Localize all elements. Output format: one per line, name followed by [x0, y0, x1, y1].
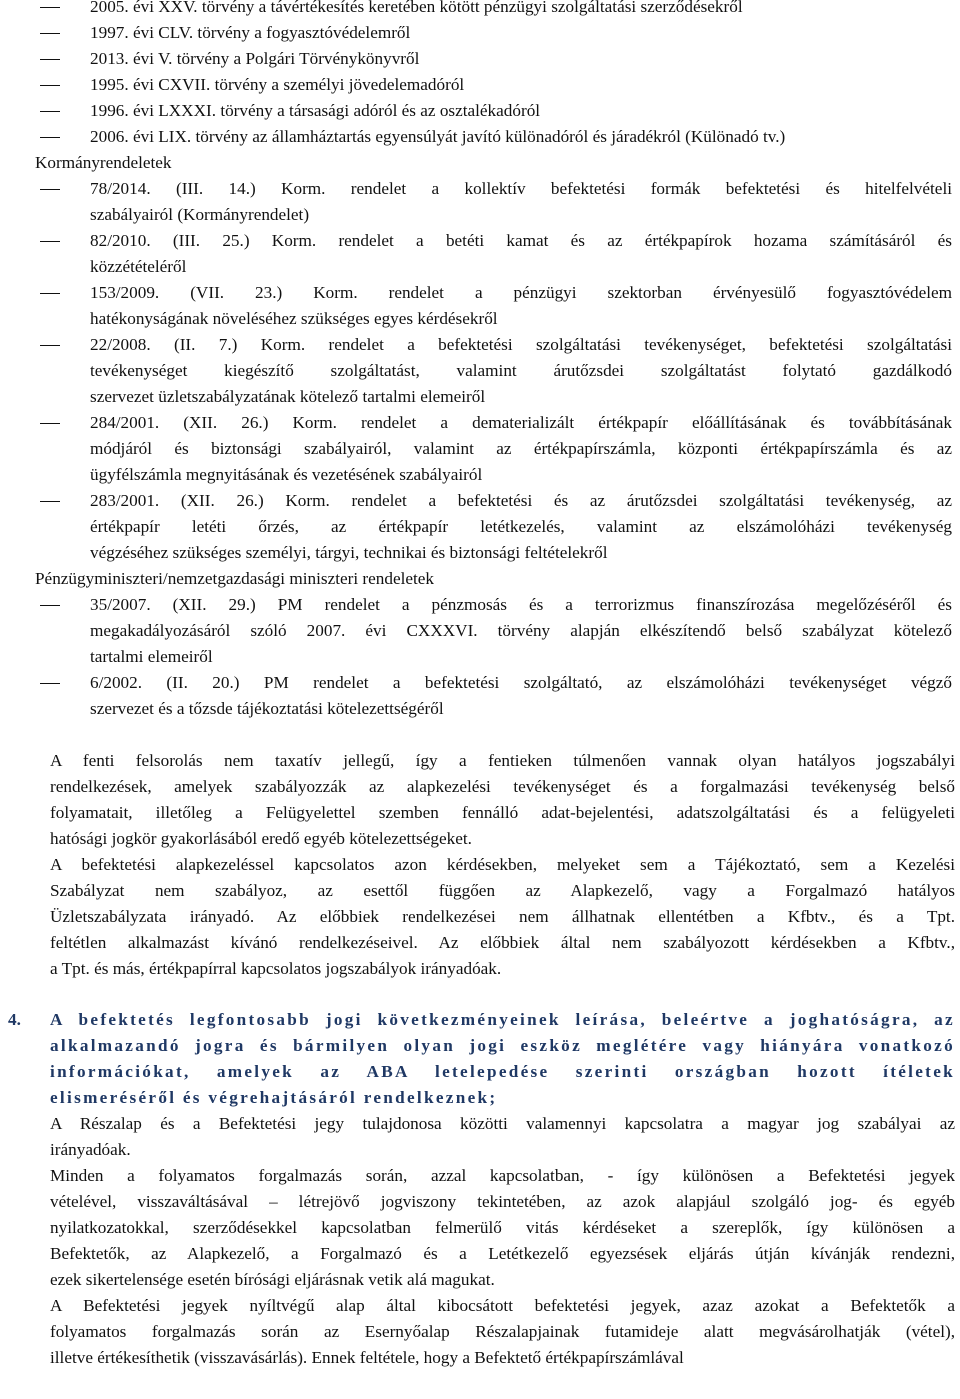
paragraph-5-text: illetve értékesíthetik (visszavásárlás). Ennek feltétele, hogy a Befektető értékpapírszámlával [50, 1348, 684, 1367]
gov-decree-text: szabályairól (Kormányrendelet) [90, 205, 310, 224]
paragraph-2-text: feltétlen alkalmazást kívánó rendelkezéseivel. Az előbbiek által nem szabályozott kérdésekben a Kfbtv., [50, 933, 955, 952]
gov-decree-line [0, 280, 960, 306]
gov-decree-text: 78/2014. (III. 14.) Korm. rendelet a kollektív befektetési formák befektetési és hitelfelvételi [90, 179, 952, 198]
list-dash-icon [40, 423, 60, 424]
gov-decree-line [0, 254, 960, 280]
gov-decrees-heading: Kormányrendeletek [35, 153, 172, 172]
law-item-text: 2013. évi V. törvény a Polgári Törvénykönyvről [90, 49, 420, 68]
ministerial-decree-line [0, 592, 960, 618]
paragraph-3-line [0, 1111, 960, 1137]
list-dash-icon [40, 501, 60, 502]
law-item-line [0, 98, 960, 124]
gov-decree-line [0, 540, 960, 566]
gov-heading-line [0, 150, 960, 176]
section-heading-line [0, 1007, 960, 1033]
paragraph-1-line [0, 774, 960, 800]
list-dash-icon [40, 7, 60, 8]
law-item-text: 2006. évi LIX. törvény az államháztartás egyensúlyát javító különadóról és járadékról (Különadó tv.) [90, 127, 786, 146]
gov-decree-text: 82/2010. (III. 25.) Korm. rendelet a betéti kamat és az értékpapírok hozama számításáról és [90, 231, 952, 250]
gov-decree-text: 153/2009. (VII. 23.) Korm. rendelet a pénzügyi szektorban érvényesülő fogyasztóvédelem [90, 283, 952, 302]
gov-decree-line [0, 436, 960, 462]
ministerial-decree-line [0, 696, 960, 722]
section-heading-text: alkalmazandó jogra és bármilyen olyan jogi eszköz meglétére vagy hiányára vonatkozó [50, 1036, 955, 1055]
gov-decree-line [0, 228, 960, 254]
paragraph-4-line [0, 1189, 960, 1215]
paragraph-3-text: A Részalap és a Befektetési jegy tulajdonosa közötti valamennyi kapcsolatra a magyar jog szabályai az [50, 1114, 955, 1133]
gov-decree-line [0, 332, 960, 358]
paragraph-5-text: A Befektetési jegyek nyíltvégű alap által kibocsátott befektetési jegyek, azaz azokat a Befektetők a [50, 1296, 955, 1315]
section-heading-line [0, 1085, 960, 1111]
section-heading-text: információkat, amelyek az ABA letelepedése szerinti országban hozott ítéletek [50, 1062, 955, 1081]
law-item-line [0, 46, 960, 72]
list-dash-icon [40, 605, 60, 606]
paragraph-3-line [0, 1137, 960, 1163]
gov-decree-text: tevékenységet kiegészítő szolgáltatást, valamint árutőzsdei szolgáltatást folytató gazdálkodó [90, 361, 952, 380]
gov-decree-line [0, 384, 960, 410]
law-item-line [0, 124, 960, 150]
gov-decree-line [0, 462, 960, 488]
ministerial-decree-line [0, 644, 960, 670]
paragraph-4-line [0, 1163, 960, 1189]
paragraph-2-text: A befektetési alapkezeléssel kapcsolatos azon kérdésekben, melyeket sem a Tájékoztató, sem a Kezelési [50, 855, 955, 874]
paragraph-2-line [0, 904, 960, 930]
gov-decree-text: 284/2001. (XII. 26.) Korm. rendelet a dematerializált értékpapír előállításának és továbbításának [90, 413, 952, 432]
section-heading-line [0, 1059, 960, 1085]
gov-decree-text: szervezet üzletszabályzatának kötelező tartalmi elemeiről [90, 387, 486, 406]
paragraph-4-text: Befektetők, az Alapkezelő, a Forgalmazó és a Letétkezelő egyezsések eljárás útján kívánják rendezni, [50, 1244, 955, 1263]
paragraph-5-line [0, 1345, 960, 1371]
paragraph-4-text: Minden a folyamatos forgalmazás során, azzal kapcsolatban, - így különösen a Befektetési jegyek [50, 1166, 955, 1185]
paragraph-2-line [0, 878, 960, 904]
gov-decree-line [0, 202, 960, 228]
ministerial-decree-text: 6/2002. (II. 20.) PM rendelet a befektetési szolgáltató, az elszámolóházi tevékenységet végző [90, 673, 952, 692]
paragraph-3-text: irányadóak. [50, 1140, 131, 1159]
gov-decree-text: módjáról és biztonsági szabályairól, valamint az értékpapírszámla, központi értékpapírszámla és az [90, 439, 952, 458]
ministerial-decree-text: szervezet és a tőzsde tájékoztatási kötelezettségéről [90, 699, 444, 718]
gov-decree-line [0, 514, 960, 540]
law-item-line [0, 20, 960, 46]
list-dash-icon [40, 189, 60, 190]
gov-decree-line [0, 306, 960, 332]
gov-decree-text: hatékonyságának növeléséhez szükséges egyes kérdésekről [90, 309, 498, 328]
paragraph-4-line [0, 1267, 960, 1293]
law-item-text: 1997. évi CLV. törvény a fogyasztóvédelemről [90, 23, 411, 42]
section-number: 4. [8, 1010, 21, 1029]
ministerial-decree-line [0, 618, 960, 644]
list-dash-icon [40, 683, 60, 684]
gov-decree-text: ügyfélszámla megnyitásának és vezetésének szabályairól [90, 465, 483, 484]
paragraph-1-text: A fenti felsorolás nem taxatív jellegű, így a fentieken túlmenően vannak olyan hatályos jogszabályi [50, 751, 955, 770]
paragraph-1-line [0, 800, 960, 826]
list-dash-icon [40, 111, 60, 112]
ministerial-decree-text: 35/2007. (XII. 29.) PM rendelet a pénzmosás és a terrorizmus finanszírozása megelőzéséről és [90, 595, 952, 614]
paragraph-1-line [0, 748, 960, 774]
list-dash-icon [40, 59, 60, 60]
ministerial-decree-text: megakadályozásáról szóló 2007. évi CXXXVI. törvény alapján elkészítendő belső szabályzat kötelező [90, 621, 952, 640]
ministerial-decree-text: tartalmi elemeiről [90, 647, 213, 666]
paragraph-4-text: vételével, visszaváltásával – létrejövő jogviszony tekintetében, az azok alapjául szolgáló jog- és egyéb [50, 1192, 955, 1211]
list-dash-icon [40, 85, 60, 86]
min-heading-line [0, 566, 960, 592]
list-dash-icon [40, 293, 60, 294]
gov-decree-text: végzéséhez szükséges személyi, tárgyi, technikai és biztonsági feltételekről [90, 543, 608, 562]
law-item-line [0, 72, 960, 98]
paragraph-2-text: a Tpt. és más, értékpapírral kapcsolatos jogszabályok irányadóak. [50, 959, 502, 978]
paragraph-5-line [0, 1293, 960, 1319]
paragraph-1-text: folyamatait, illetőleg a Felügyelettel szemben fennálló adat-bejelentési, adatszolgáltatási és a felügyeleti [50, 803, 955, 822]
paragraph-4-line [0, 1215, 960, 1241]
list-dash-icon [40, 137, 60, 138]
law-item-text: 1996. évi LXXXI. törvény a társasági adóról és az osztalékadóról [90, 101, 541, 120]
paragraph-1-text: rendelkezések, amelyek szabályozzák az alapkezelési tevékenységet és a forgalmazási tevékenység belső [50, 777, 955, 796]
law-item-line [0, 0, 960, 20]
paragraph-4-text: nyilatkozatokkal, szerződésekkel kapcsolatban felmerülő vitás kérdéseket a szereplők, így különösen a [50, 1218, 955, 1237]
paragraph-2-line [0, 930, 960, 956]
gov-decree-line [0, 358, 960, 384]
paragraph-4-line [0, 1241, 960, 1267]
paragraph-1-line [0, 826, 960, 852]
gov-decree-line [0, 176, 960, 202]
gov-decree-text: 283/2001. (XII. 26.) Korm. rendelet a befektetési és az árutőzsdei szolgáltatási tevékenység, az [90, 491, 952, 510]
section-heading-line [0, 1033, 960, 1059]
paragraph-2-text: Szabályzat nem szabályoz, az esettől függően az Alapkezelő, vagy a Forgalmazó hatályos [50, 881, 955, 900]
law-item-text: 1995. évi CXVII. törvény a személyi jövedelemadóról [90, 75, 465, 94]
list-dash-icon [40, 33, 60, 34]
paragraph-4-text: ezek sikertelensége esetén bírósági eljárásnak vetik alá magukat. [50, 1270, 495, 1289]
paragraph-5-text: folyamatos forgalmazás során az Esernyőalap Részalapjainak futamideje alatt megvásárolhatják (vétel), [50, 1322, 955, 1341]
paragraph-2-line [0, 852, 960, 878]
section-heading-text: A befektetés legfontosabb jogi következményeinek leírása, beleértve a joghatóságra, az [50, 1010, 955, 1029]
gov-decree-text: értékpapír letéti őrzés, az értékpapír letétkezelés, valamint az elszámolóházi tevékenység [90, 517, 952, 536]
ministerial-decree-line [0, 670, 960, 696]
list-dash-icon [40, 241, 60, 242]
gov-decree-text: közzétételéről [90, 257, 187, 276]
paragraph-1-text: hatósági jogkör gyakorlásából eredő egyéb kötelezettségeket. [50, 829, 472, 848]
list-dash-icon [40, 345, 60, 346]
paragraph-2-text: Üzletszabályzata irányadó. Az előbbiek rendelkezései nem állhatnak ellentétben a Kfbtv., és a Tpt. [50, 907, 955, 926]
ministerial-decrees-heading: Pénzügyminiszteri/nemzetgazdasági miniszteri rendeletek [35, 569, 434, 588]
gov-decree-text: 22/2008. (II. 7.) Korm. rendelet a befektetési szolgáltatási tevékenységet, befektetési szolgáltatási [90, 335, 952, 354]
section-heading-text: elismeréséről és végrehajtásáról rendelkeznek; [50, 1088, 498, 1107]
gov-decree-line [0, 410, 960, 436]
paragraph-2-line [0, 956, 960, 982]
law-item-text: 2005. évi XXV. törvény a távértékesítés keretében kötött pénzügyi szolgáltatási szerződésekről [90, 0, 743, 16]
paragraph-5-line [0, 1319, 960, 1345]
gov-decree-line [0, 488, 960, 514]
